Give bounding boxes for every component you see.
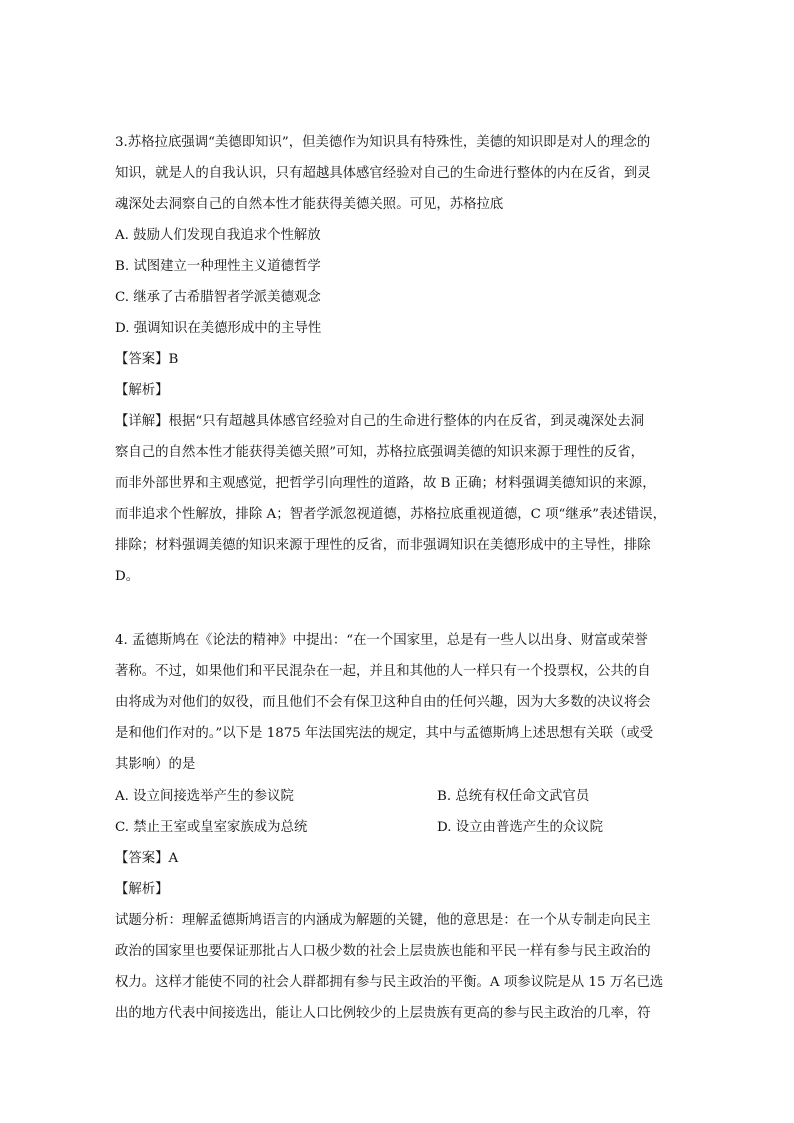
q3-analysis-line: 察自己的自然本性才能获得美德关照”可知，苏格拉底强调美德的知识来源于理性的反省， xyxy=(115,445,645,460)
q4-stem-line: 4. 孟德斯鸠在《论法的精神》中提出：“在一个国家里，总是有一些人以出身、财富或荣誉 xyxy=(115,633,648,648)
q3-option-b: B. 试图建立一种理性主义道德哲学 xyxy=(115,259,321,274)
q4-analysis-line: 出的地方代表中间接选出，能让人口比例较少的上层贵族有更高的参与民主政治的几率，符 xyxy=(115,1006,651,1021)
q3-analysis-line: 而非追求个性解放，排除 A；智者学派忽视道德，苏格拉底重视道德，C 项“继承”表述错误， xyxy=(115,507,666,522)
q4-option-c: C. 禁止王室或皇室家族成为总统 xyxy=(115,820,308,835)
q3-answer: 【答案】B xyxy=(115,352,179,367)
q3-analysis-line: 【详解】根据“只有超越具体感官经验对自己的生命进行整体的内在反省，到灵魂深处去洞 xyxy=(115,414,645,429)
q4-option-d: D. 设立由普选产生的众议院 xyxy=(437,820,604,835)
q4-option-a: A. 设立间接选举产生的参议院 xyxy=(115,789,294,804)
q4-analysis-heading: 【解析】 xyxy=(115,882,169,897)
q3-option-c: C. 继承了古希腊智者学派美德观念 xyxy=(115,290,321,305)
q3-analysis-line: 而非外部世界和主观感觉，把哲学引向理性的道路，故 B 正确；材料强调美德知识的来源， xyxy=(115,476,656,491)
q4-stem-line: 由将成为对他们的奴役，而且他们不会有保卫这种自由的任何兴趣，因为大多数的决议将会 xyxy=(115,695,651,710)
q4-analysis-line: 权力。这样才能使不同的社会人群都拥有参与民主政治的平衡。A 项参议院是从 15 万名已选 xyxy=(115,975,664,990)
q4-stem-line: 其影响）的是 xyxy=(115,757,196,772)
q3-option-a: A. 鼓励人们发现自我追求个性解放 xyxy=(115,228,321,243)
q4-analysis-line: 试题分析：理解孟德斯鸠语言的内涵成为解题的关键，他的意思是：在一个从专制走向民主 xyxy=(115,913,651,928)
q3-stem-line: 3.苏格拉底强调“美德即知识”，但美德作为知识具有特殊性，美德的知识即是对人的理念的 xyxy=(115,135,651,150)
q3-option-d: D. 强调知识在美德形成中的主导性 xyxy=(115,321,322,336)
q4-stem-line: 是和他们作对的。”以下是 1875 年法国宪法的规定，其中与孟德斯鸠上述思想有关联（或受 xyxy=(115,726,654,741)
q3-analysis-line: D。 xyxy=(115,569,140,584)
q3-stem-line: 知识，就是人的自我认识，只有超越具体感官经验对自己的生命进行整体的内在反省，到灵 xyxy=(115,166,651,181)
q4-answer: 【答案】A xyxy=(115,851,179,866)
q3-analysis-line: 排除；材料强调美德的知识来源于理性的反省，而非强调知识在美德形成中的主导性，排除 xyxy=(115,538,651,553)
q3-analysis-heading: 【解析】 xyxy=(115,383,169,398)
q3-stem-line: 魂深处去洞察自己的自然本性才能获得美德关照。可见，苏格拉底 xyxy=(115,197,504,212)
q4-option-b: B. 总统有权任命文武官员 xyxy=(437,789,590,804)
q4-analysis-line: 政治的国家里也要保证那批占人口极少数的社会上层贵族也能和平民一样有参与民主政治的 xyxy=(115,944,651,959)
q4-stem-line: 著称。不过，如果他们和平民混杂在一起，并且和其他的人一样只有一个投票权，公共的自 xyxy=(115,664,651,679)
